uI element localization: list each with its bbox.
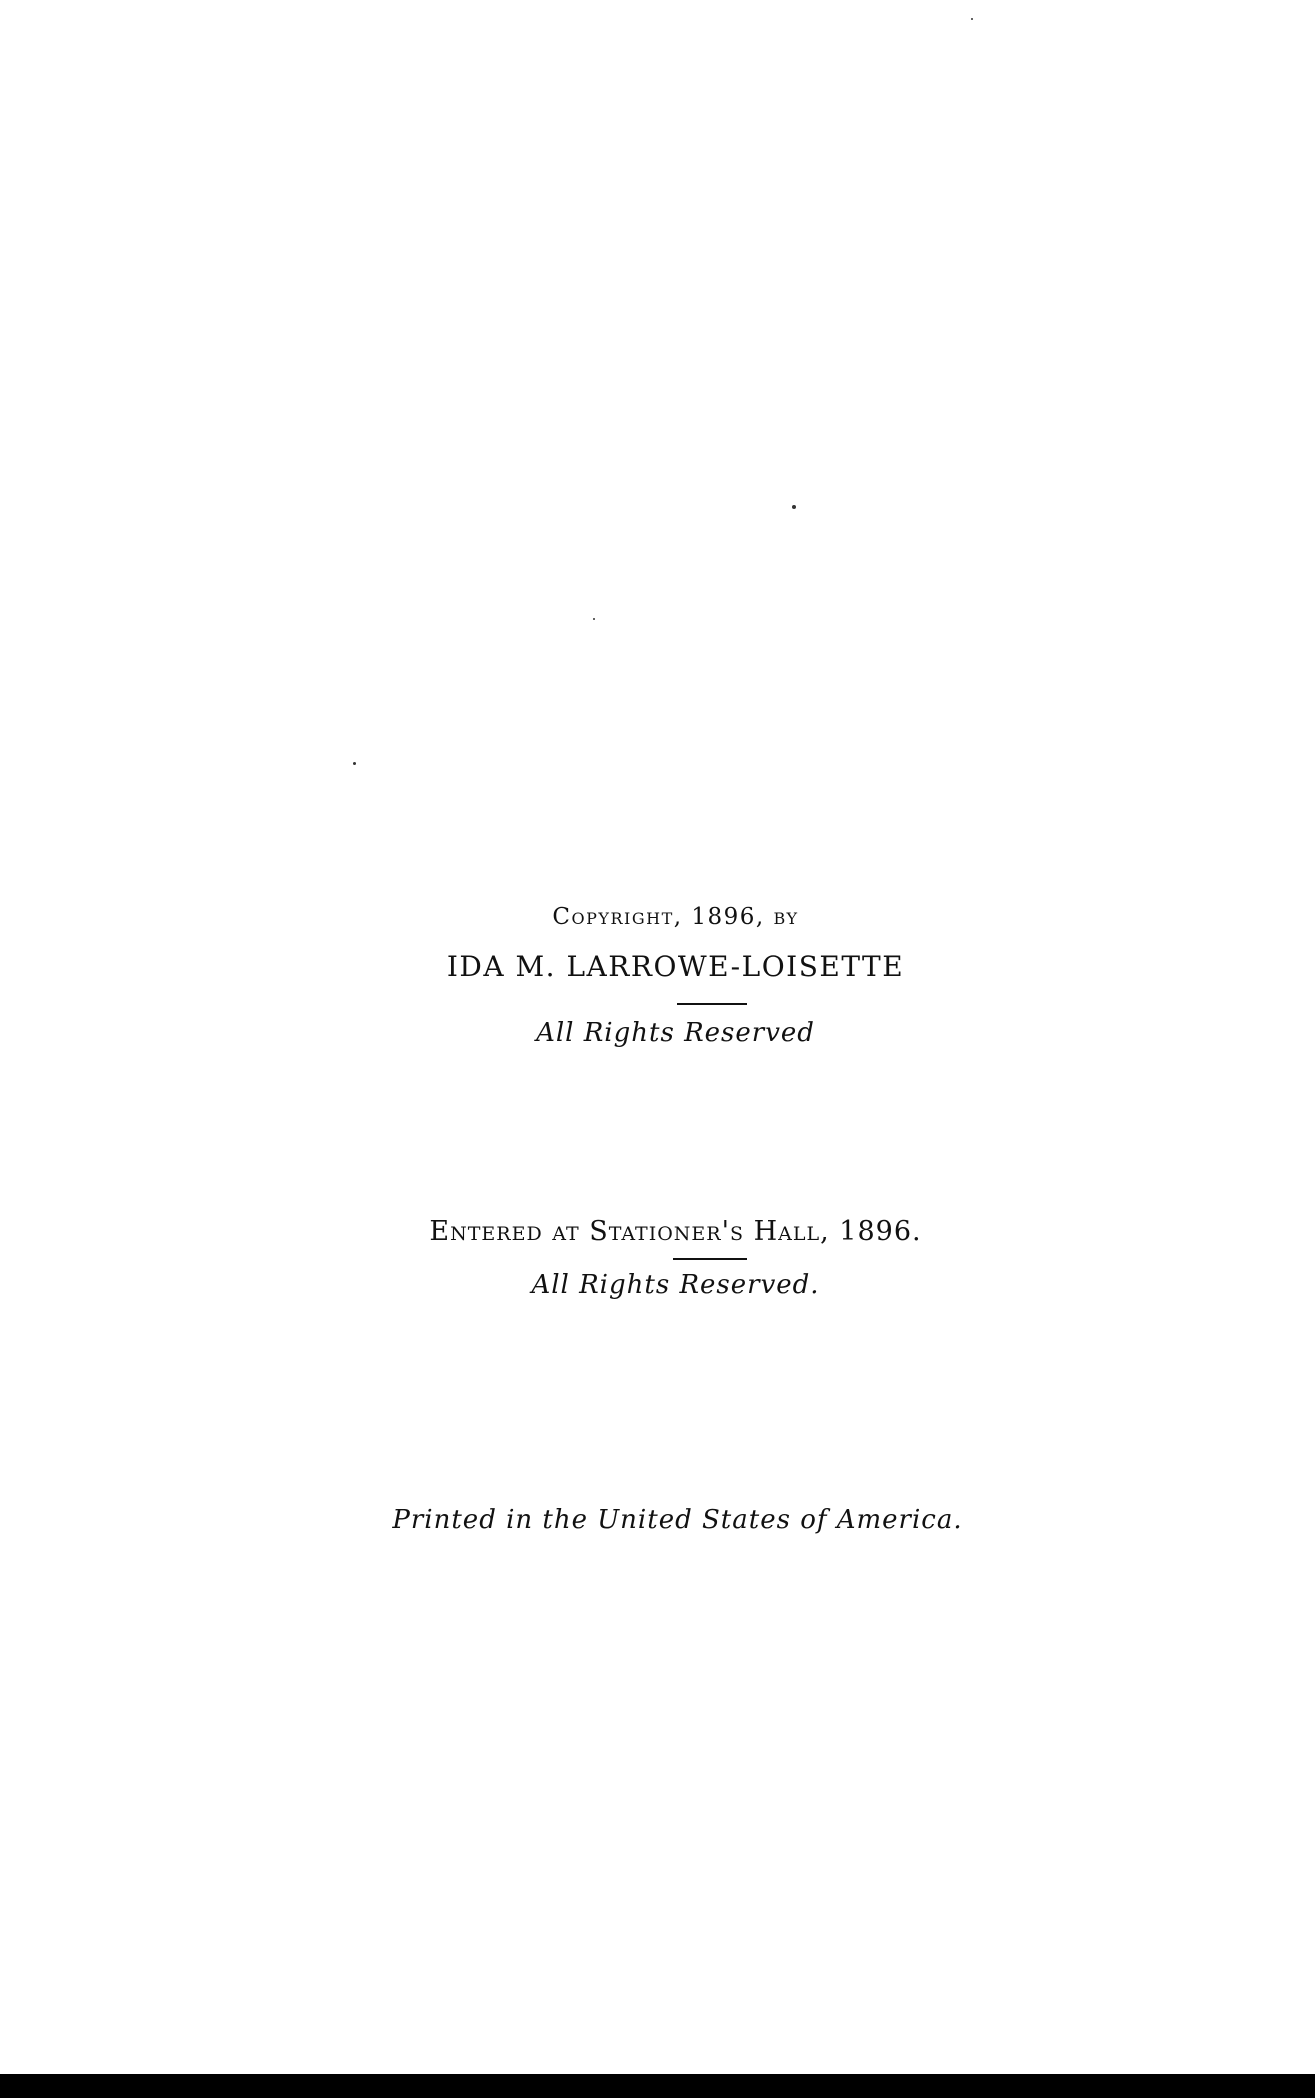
author-name: IDA M. LARROWE-LOISETTE bbox=[446, 950, 905, 983]
divider-rule bbox=[677, 1003, 747, 1005]
scan-speck bbox=[792, 505, 796, 509]
scan-speck bbox=[593, 618, 595, 620]
rights-reserved-text: All Rights Reserved. bbox=[531, 1270, 820, 1300]
entered-line: Entered at Stationer's Hall, 1896. bbox=[429, 1216, 922, 1247]
divider-rule bbox=[673, 1258, 747, 1260]
scan-edge-bar bbox=[0, 2074, 1315, 2098]
rights-reserved-text: All Rights Reserved bbox=[536, 1018, 815, 1048]
scan-speck bbox=[353, 762, 356, 765]
scan-speck bbox=[971, 18, 973, 20]
copyright-line: Copyright, 1896, by bbox=[552, 904, 799, 930]
printed-in-imprint: Printed in the United States of America. bbox=[392, 1505, 963, 1535]
